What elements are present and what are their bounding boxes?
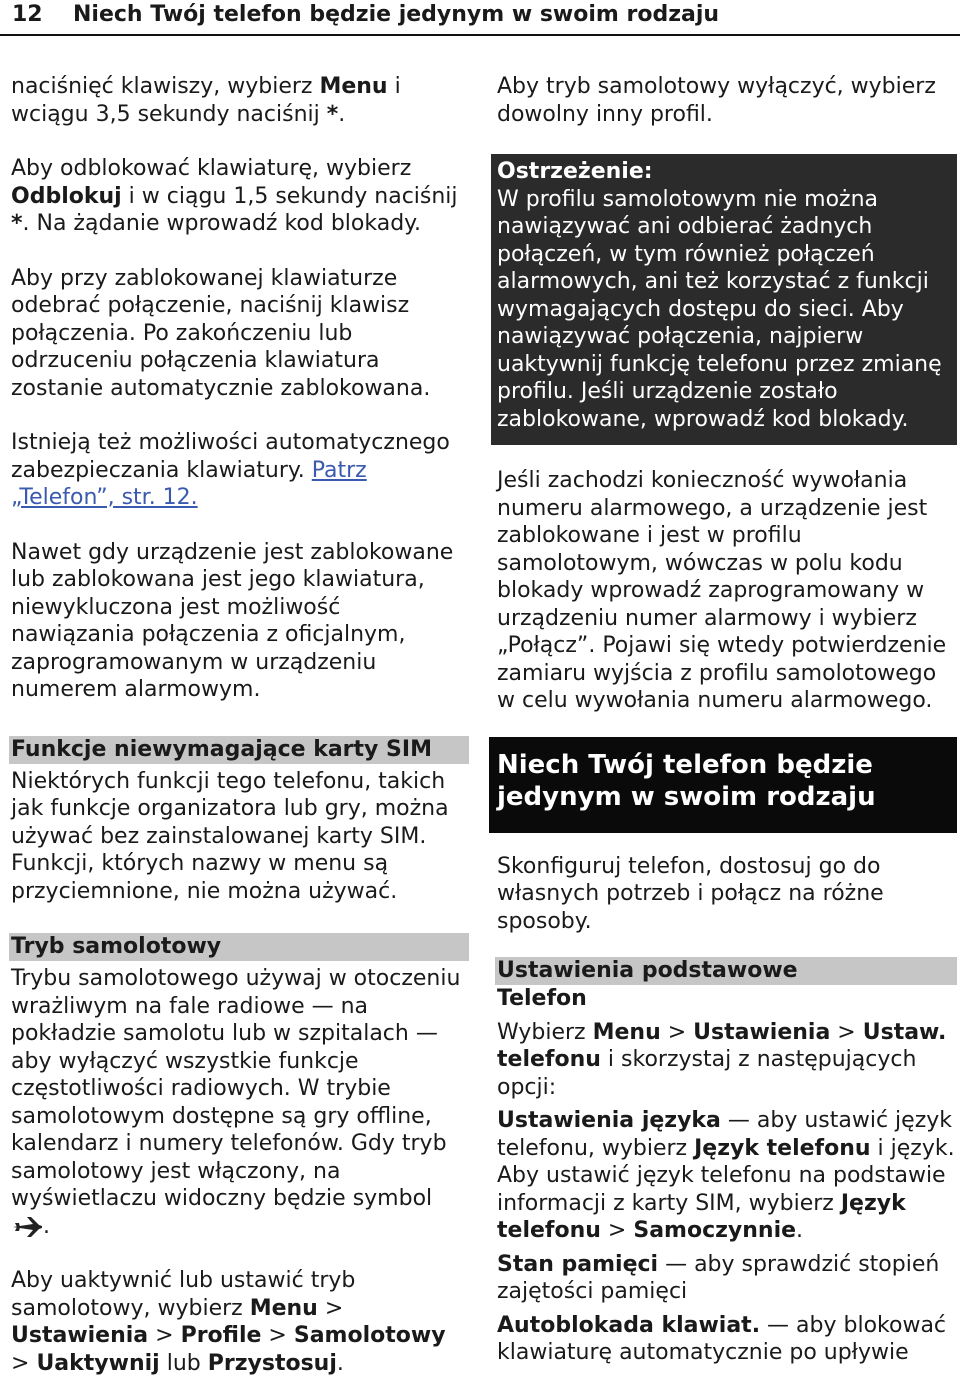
warning-text: W profilu samolotowym nie można nawiązywać ani odbierać żadnych połączeń, w tym również połączeń alarmowych, ani też korzystać z funkcji wymagających dostępu do sieci. Aby nawiązywać połączenia, najpierw uaktywnij funkcję telefonu przez zmianę profilu. Jeśli urządzenie zostało zablokowane, wprowadź kod blokady.	[497, 186, 942, 432]
paragraph: Skonfiguruj telefon, dostosuj go do własnych potrzeb i połącz na różne sposoby.	[497, 853, 884, 934]
left-column	[11, 73, 469, 1377]
paragraph: Aby uaktywnić lub ustawić tryb samolotowy, wybierz Menu > Ustawienia > Profile > Samolotowy > Uaktywnij lub Przystosuj.	[11, 1268, 446, 1376]
section-heading: Funkcje niewymagające karty SIM	[9, 736, 469, 764]
section-heading: Tryb samolotowy	[9, 933, 469, 961]
paragraph: Aby tryb samolotowy wyłączyć, wybierz dowolny inny profil.	[497, 74, 936, 127]
paragraph: Wybierz Menu > Ustawienia > Ustaw. telefonu i skorzystaj z następujących opcji:	[497, 1019, 947, 1100]
paragraph: Istnieją też możliwości automatycznego zabezpieczania klawiatury. Patrz „Telefon”, str. 12.	[11, 430, 450, 510]
paragraph: Aby odblokować klawiaturę, wybierz Odblokuj i w ciągu 1,5 sekundy naciśnij *. Na żądanie wprowadź kod blokady.	[11, 156, 458, 236]
subsection-heading: Telefon	[497, 986, 587, 1011]
paragraph: Jeśli zachodzi konieczność wywołania numeru alarmowego, a urządzenie jest zablokowane i jest w profilu samolotowym, wówczas w polu kodu blokady wprowadź zaprogramowany w urządzeniu numer alarmowy i wybierz „Połącz”. Pojawi się wtedy potwierdzenie zamiaru wyjścia z profilu samolotowego w celu wywołania numeru alarmowego.	[497, 468, 947, 713]
warning-box	[491, 154, 957, 445]
warning-title: Ostrzeżenie:	[497, 159, 653, 184]
paragraph: Aby przy zablokowanej klawiaturze odebrać połączenie, naciśnij klawisz połączenia. Po zakończeniu lub odrzuceniu połączenia klawiatura zostanie automatycznie zablokowana.	[11, 265, 431, 401]
cross-reference-link[interactable]: Patrz „Telefon”, str. 12.	[11, 457, 367, 510]
paragraph: naciśnięć klawiszy, wybierz Menu i wciągu 3,5 sekundy naciśnij *.	[11, 74, 401, 127]
page-header	[0, 0, 960, 36]
page-number: 12	[12, 2, 43, 27]
section-heading: Ustawienia podstawowe	[495, 957, 957, 985]
paragraph: Niektórych funkcji tego telefonu, takich jak funkcje organizatora lub gry, można używać bez zainstalowanej karty SIM. Funkcji, których nazwy w menu są przyciemnione, nie można używać.	[11, 768, 449, 904]
option-item: Autoblokada klawiat. — aby blokować klawiaturę automatycznie po upływie	[497, 1312, 947, 1365]
airplane-icon	[11, 1215, 43, 1239]
paragraph: Nawet gdy urządzenie jest zablokowane lub zablokowana jest jego klawiatura, niewykluczona jest możliwość nawiązania połączenia z oficjalnym, zaprogramowanym w urządzeniu numerem alarmowym.	[11, 539, 454, 702]
option-item: Stan pamięci — aby sprawdzić stopień zajętości pamięci	[497, 1251, 940, 1304]
running-title: Niech Twój telefon będzie jedynym w swoim rodzaju	[73, 2, 720, 27]
paragraph: Trybu samolotowego używaj w otoczeniu wrażliwym na fale radiowe — na pokładzie samolotu lub w szpitalach — aby wyłączyć wszystkie funkcje częstotliwości radiowych. W trybie samolotowym dostępne są gry offline, kalendarz i numery telefonów. Gdy tryb samolotowy jest włączony, na wyświetlaczu widoczny będzie symbol .	[11, 966, 461, 1239]
chapter-title: Niech Twój telefon będzie jedynym w swoim rodzaju	[489, 737, 957, 833]
option-item: Ustawienia języka — aby ustawić język telefonu, wybierz Język telefonu i język. Aby ustawić język telefonu na podstawie informacji z karty SIM, wybierz Język telefonu > Samoczynnie.	[497, 1108, 955, 1243]
right-column	[497, 73, 957, 1367]
